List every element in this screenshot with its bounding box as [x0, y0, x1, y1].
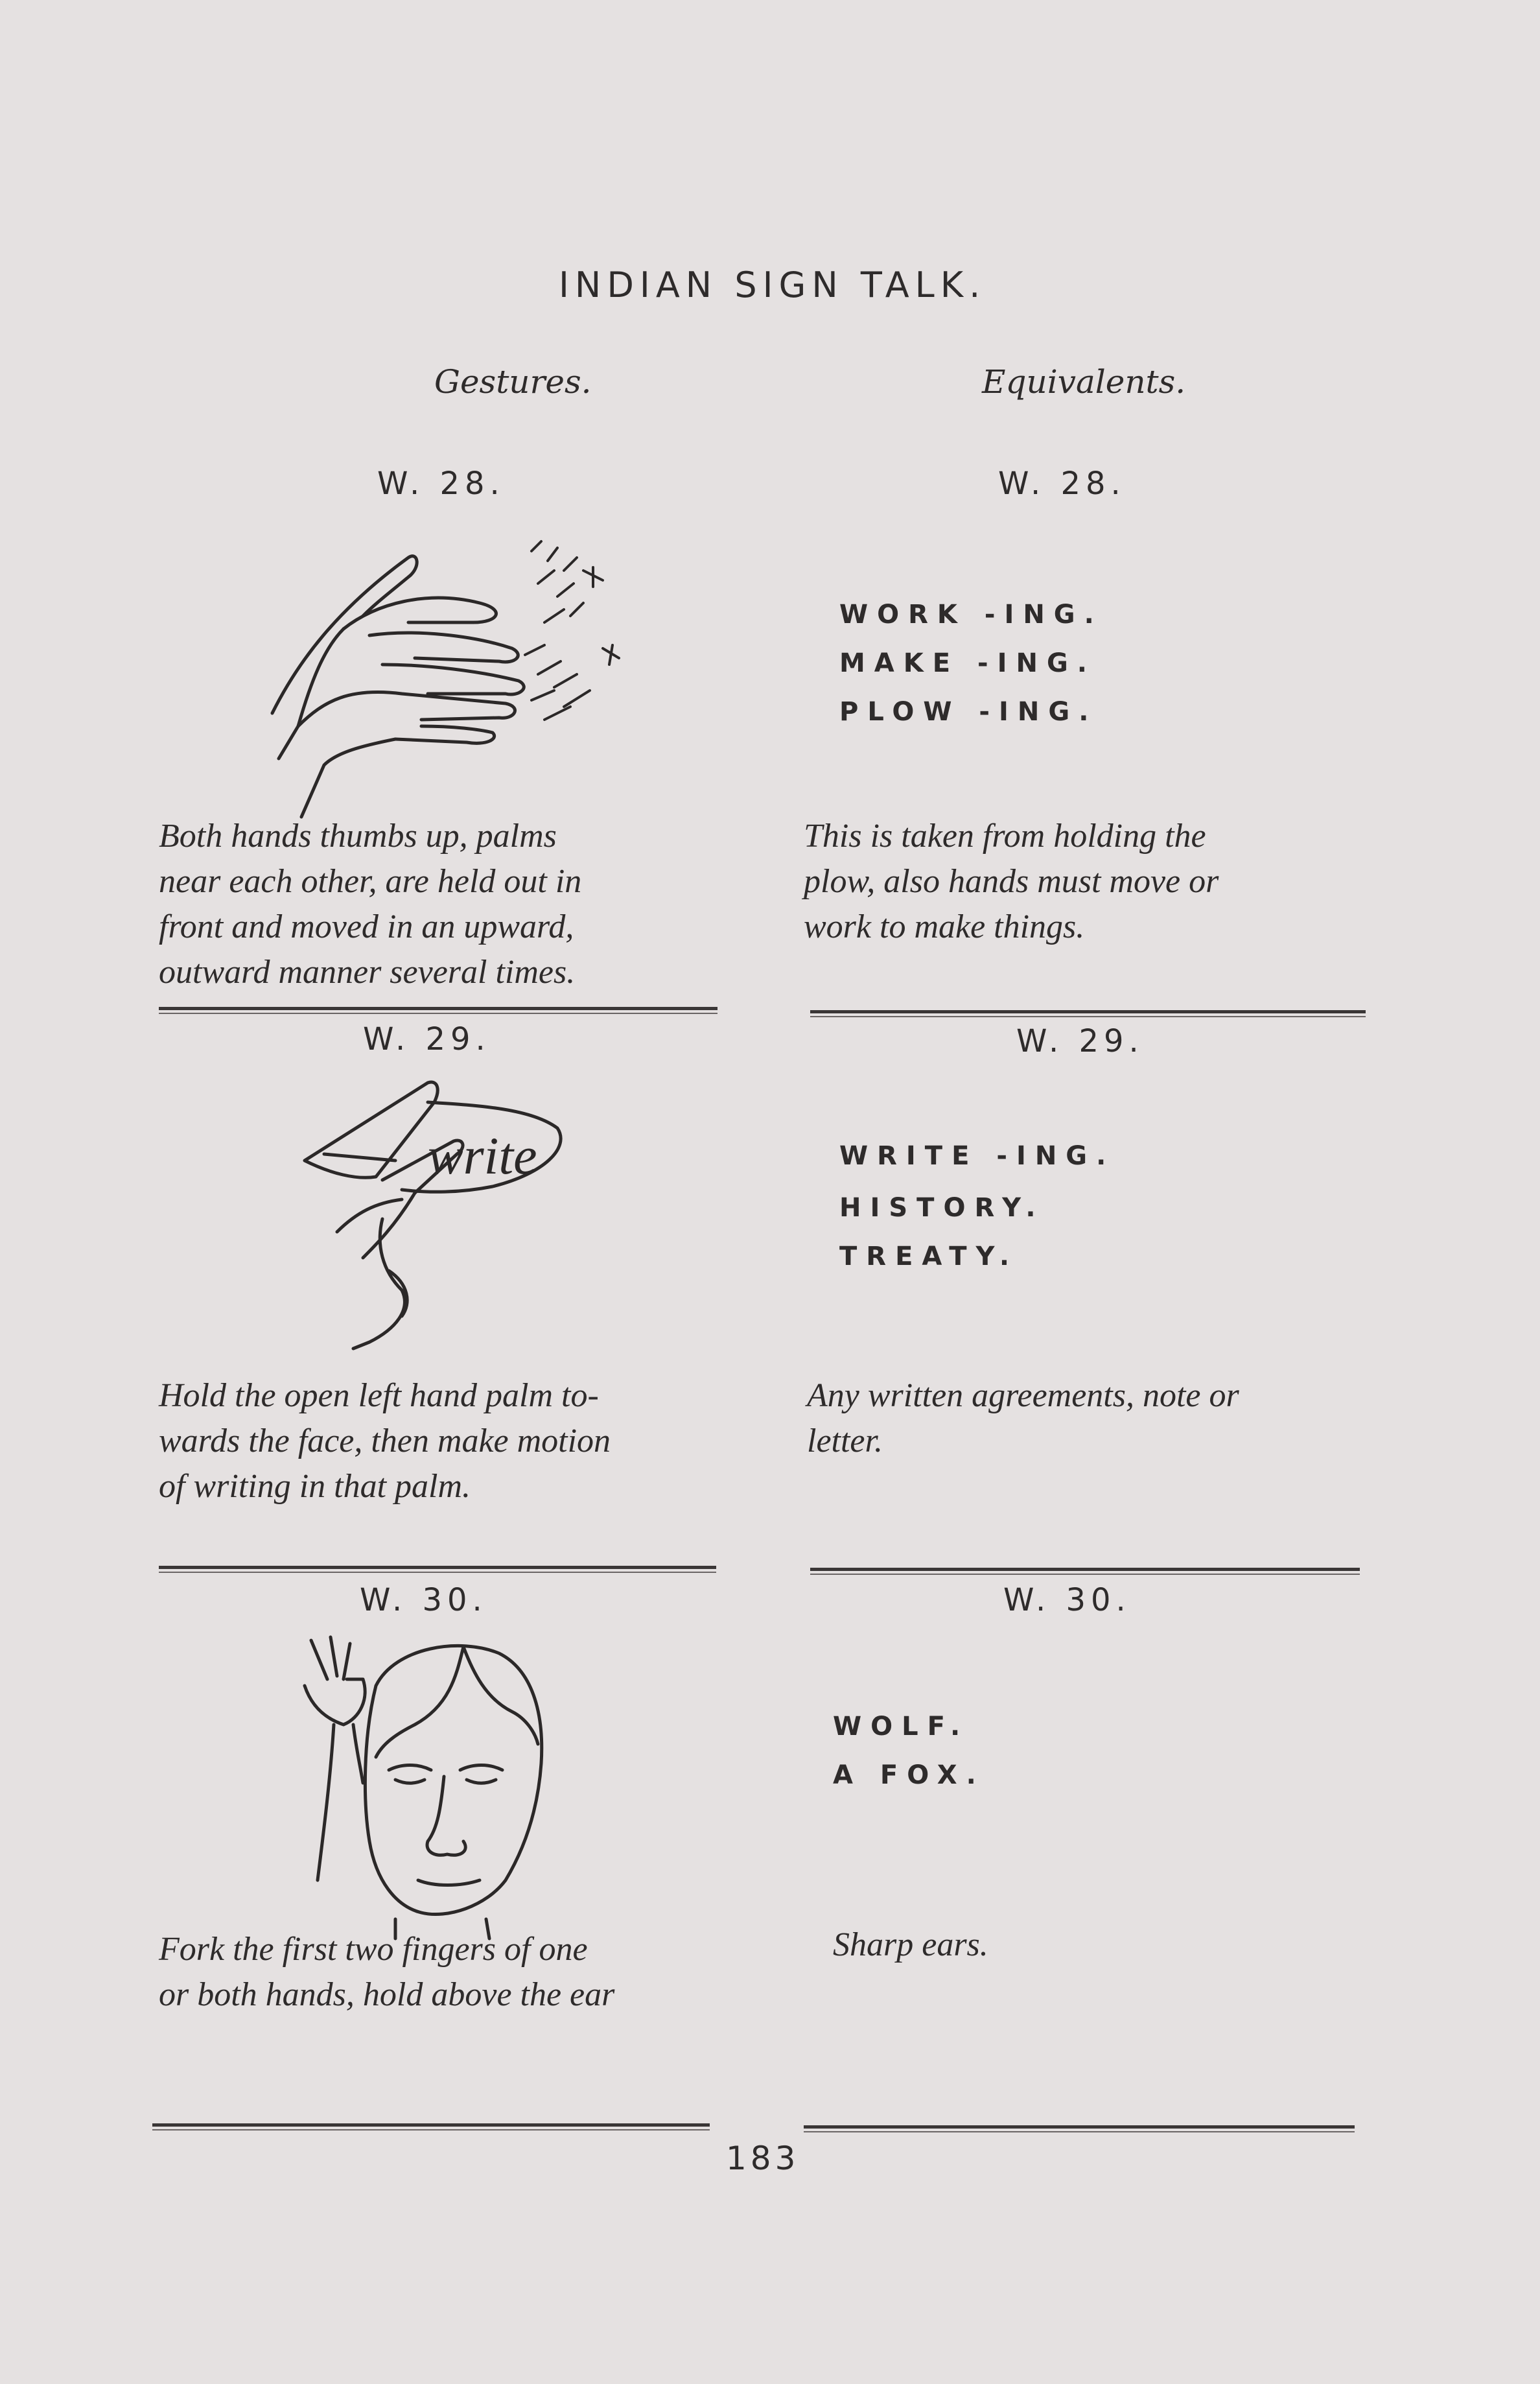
- two-hands-working-icon: [259, 532, 635, 817]
- equiv-label-w30: W. 30.: [1003, 1582, 1131, 1618]
- desc-line: or both hands, hold above the ear: [159, 1976, 615, 2013]
- equivalent-word-2: MAKE -ING.: [839, 648, 1096, 678]
- desc-line: Fork the first two fingers of one: [159, 1931, 588, 1968]
- page-number: 183: [726, 2140, 800, 2177]
- desc-line: wards the face, then make motion: [159, 1422, 611, 1459]
- section-divider: [159, 1007, 718, 1010]
- equiv-description-w29: [807, 1373, 1239, 1464]
- equiv-description-w28: [804, 814, 1219, 950]
- desc-line: Hold the open left hand palm to-: [159, 1377, 599, 1414]
- section-divider: [159, 1566, 716, 1569]
- gesture-label-w29: W. 29.: [363, 1021, 491, 1057]
- equivalent-word-2: HISTORY.: [839, 1193, 1045, 1223]
- desc-line: front and moved in an upward,: [159, 908, 574, 945]
- desc-line: Any written agreements, note or: [807, 1377, 1239, 1414]
- desc-line: This is taken from holding the: [804, 818, 1206, 855]
- desc-line: near each other, are held out in: [159, 863, 582, 900]
- section-divider: [810, 1010, 1366, 1013]
- section-divider: [810, 1568, 1360, 1571]
- equivalent-word-1: WOLF.: [833, 1712, 970, 1741]
- desc-line: plow, also hands must move or: [804, 863, 1219, 900]
- section-divider: [804, 2125, 1355, 2129]
- gesture-description-w29: [159, 1373, 611, 1509]
- gesture-description-w28: [159, 814, 581, 995]
- equiv-label-w28: W. 28.: [998, 466, 1126, 502]
- equivalents-heading: Equivalents.: [982, 363, 1186, 401]
- desc-line: of writing in that palm.: [159, 1468, 471, 1505]
- equiv-description-w30: [833, 1922, 988, 1968]
- equivalent-word-2: A FOX.: [833, 1760, 985, 1790]
- equivalent-word-3: PLOW -ING.: [839, 697, 1098, 727]
- equivalent-word-1: WORK -ING.: [839, 600, 1103, 630]
- desc-line: work to make things.: [804, 908, 1085, 945]
- gestures-heading: Gestures.: [434, 363, 592, 401]
- section-divider: [152, 2123, 710, 2127]
- equivalent-word-3: TREATY.: [839, 1242, 1019, 1271]
- page-title: INDIAN SIGN TALK.: [559, 265, 986, 305]
- desc-line: outward manner several times.: [159, 954, 576, 991]
- equivalent-word-1: WRITE -ING.: [839, 1141, 1115, 1171]
- gesture-label-w30: W. 30.: [360, 1582, 487, 1618]
- equiv-label-w29: W. 29.: [1016, 1023, 1144, 1059]
- gesture-label-w28: W. 28.: [377, 466, 505, 502]
- face-with-forked-fingers-icon: [298, 1634, 583, 1939]
- hand-writing-on-palm-icon: [298, 1076, 570, 1375]
- gesture-description-w30: [159, 1927, 614, 2018]
- desc-line: Sharp ears.: [833, 1926, 988, 1963]
- write-script-text: write: [428, 1126, 537, 1185]
- desc-line: letter.: [807, 1422, 883, 1459]
- desc-line: Both hands thumbs up, palms: [159, 818, 557, 855]
